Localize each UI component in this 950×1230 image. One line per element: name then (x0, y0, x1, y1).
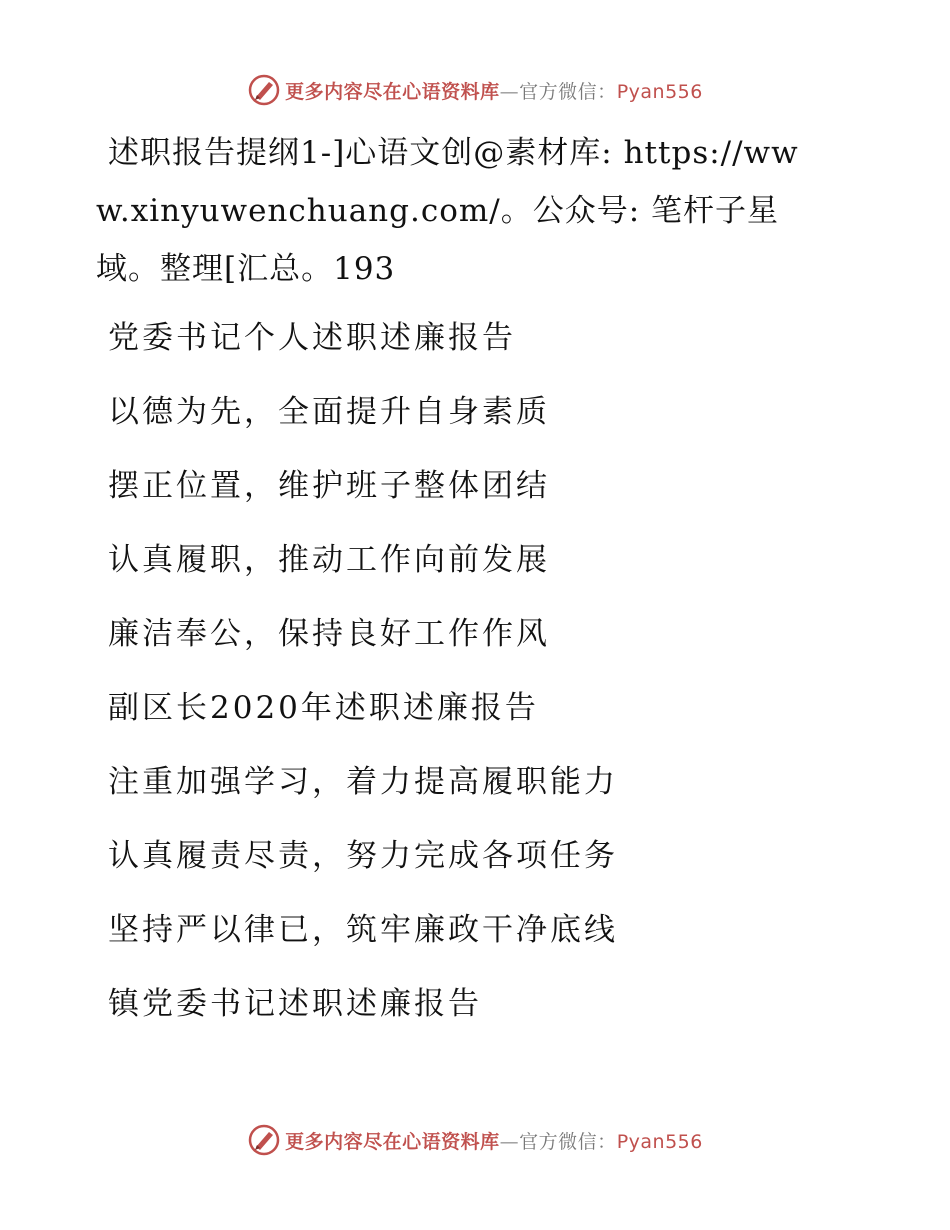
header-banner (0, 68, 950, 112)
banner-wechat-label: 官方微信： (519, 1130, 617, 1153)
banner-wechat-label: 官方微信： (519, 80, 617, 103)
outline-item: 坚持严以律已，筑牢廉政干净底线 (108, 912, 618, 948)
brush-pen-logo-icon (247, 1123, 281, 1157)
outline-item: 认真履职，推动工作向前发展 (108, 542, 550, 578)
outline-heading: 镇党委书记述职述廉报告 (108, 986, 482, 1022)
banner-separator: — (499, 80, 520, 103)
banner-main-text: 更多内容尽在心语资料库 (285, 80, 500, 103)
outline-item: 廉洁奉公，保持良好工作作风 (108, 616, 550, 652)
outline-item: 认真履责尽责，努力完成各项任务 (108, 838, 618, 874)
brush-pen-logo-icon (247, 73, 281, 107)
footer-banner (0, 1118, 950, 1162)
banner-wechat-id: Pyan556 (616, 80, 703, 103)
banner-main-text: 更多内容尽在心语资料库 (285, 1130, 500, 1153)
outline-item: 以德为先，全面提升自身素质 (108, 394, 550, 430)
outline-heading: 副区长2020年述职述廉报告 (108, 690, 539, 726)
outline-item: 注重加强学习，着力提高履职能力 (108, 764, 618, 800)
banner-wechat-id: Pyan556 (616, 1130, 703, 1153)
intro-paragraph: 述职报告提纲1-]心语文创@素材库: https://www.xinyuwenchuang.com/。公众号: 笔杆子星域。整理[汇总。193 (96, 135, 799, 287)
outline-heading: 党委书记个人述职述廉报告 (108, 320, 516, 356)
outline-item: 摆正位置，维护班子整体团结 (108, 468, 550, 504)
banner-separator: — (499, 1130, 520, 1153)
